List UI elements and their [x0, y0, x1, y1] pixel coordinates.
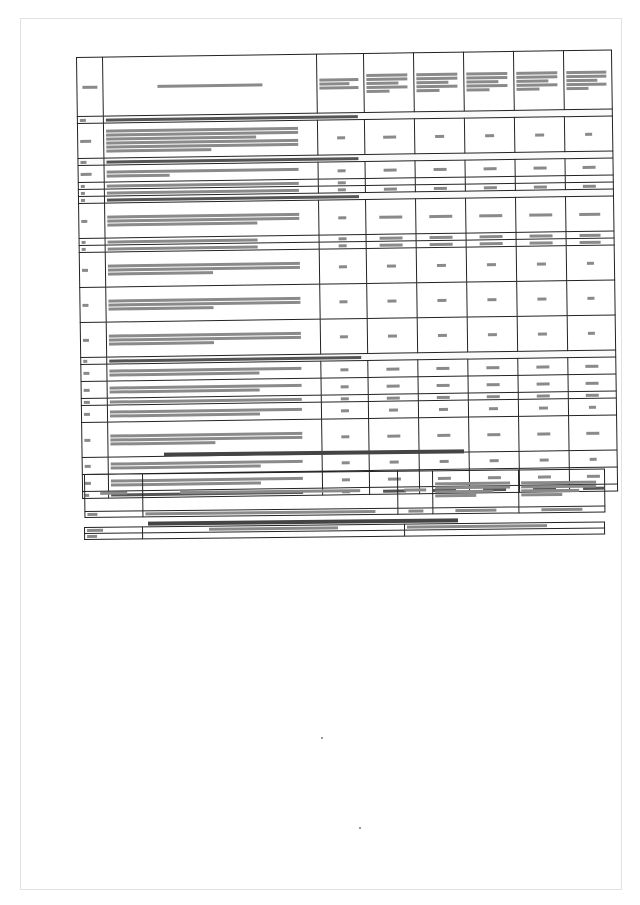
header-cell-year-5 [563, 50, 612, 110]
scanned-page [20, 18, 622, 890]
main-indicators-table [76, 50, 616, 452]
header-cell-indicator [103, 54, 318, 116]
header-cell-year-4 [513, 51, 564, 111]
header-cell-year-2 [413, 52, 464, 112]
header-cell-year-3 [463, 51, 514, 111]
header-cell-number [77, 57, 104, 116]
main-table [76, 50, 618, 499]
header-cell-unit [397, 471, 432, 508]
header-cell-year-1 [363, 53, 414, 113]
header-cell-unit [316, 53, 364, 113]
header-cell-approved [432, 470, 518, 508]
scan-speck [359, 827, 361, 829]
header-cell-number [85, 474, 143, 512]
table-header-row [85, 469, 605, 511]
header-cell-indicator [143, 471, 398, 511]
report-table [84, 469, 605, 518]
table-header-row [77, 50, 613, 116]
header-cell-actual [518, 469, 604, 507]
scan-speck [321, 737, 323, 739]
